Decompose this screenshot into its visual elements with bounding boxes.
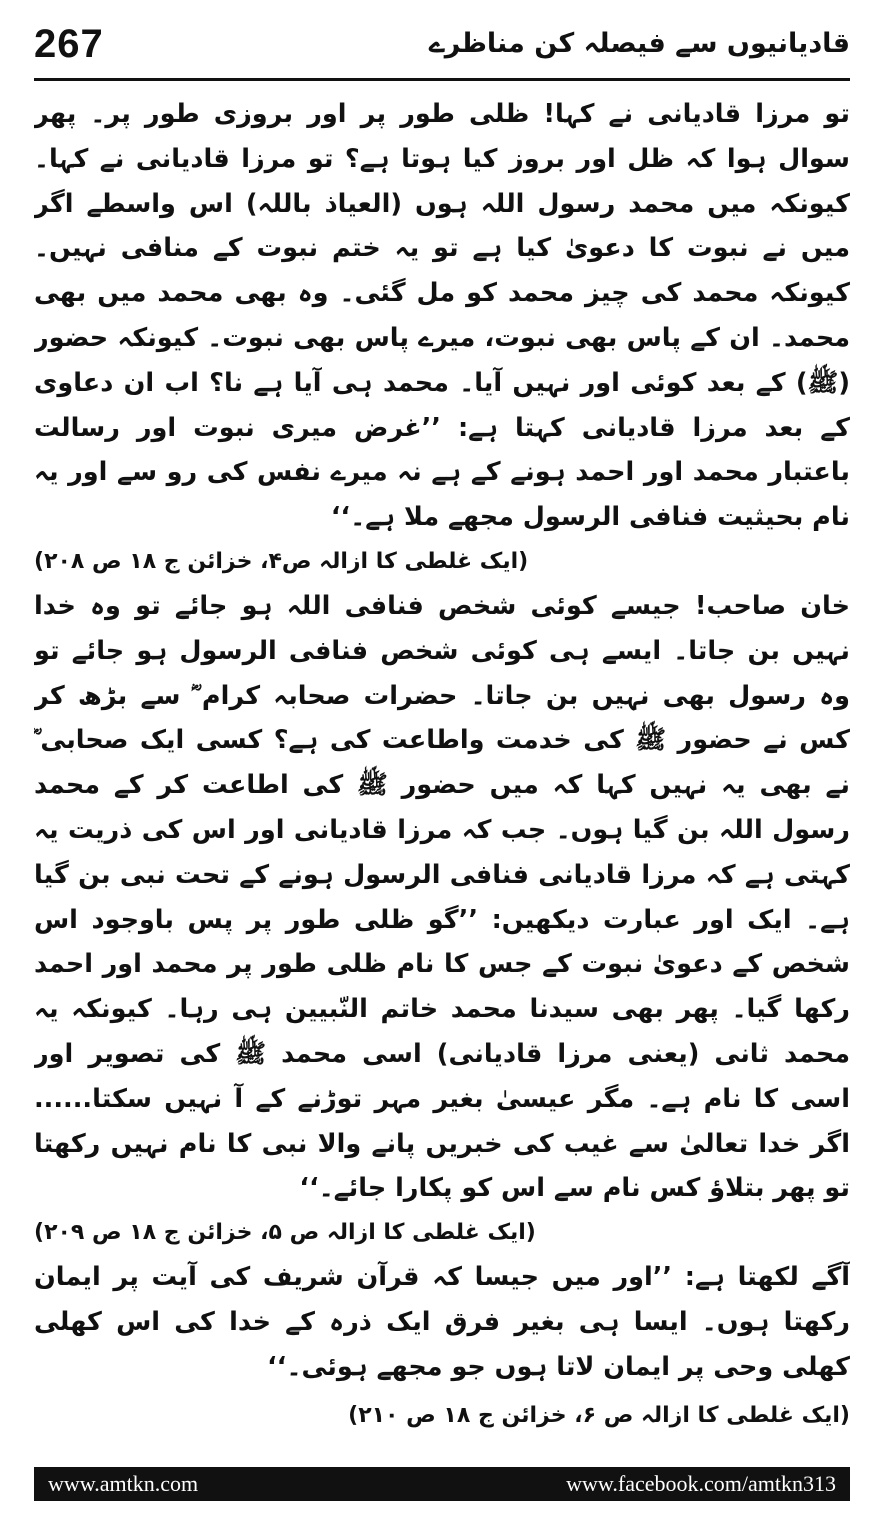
paragraph-1: تو مرزا قادیانی نے کہا! ظلی طور پر اور بروزی طور پر۔ پھر سوال ہوا کہ ظل اور بروز کیا ہوتا ہے؟ تو مرزا قادیانی نے کہا۔ کیونکہ میں محمد رسول اللہ ہوں (العیاذ باللہ) اس واسطے اگر میں نے نبوت کا دعویٰ کیا ہے تو یہ ختم نبوت کے منافی نہیں۔ کیونکہ محمد کی چیز محمد کو مل گئی۔ وہ بھی محمد میں بھی محمد۔ ان کے پاس بھی نبوت، میرے پاس بھی نبوت۔ کیونکہ حضور (ﷺ) کے بعد کوئی اور نہیں آیا۔ محمد ہی آیا ہے نا؟ اب ان دعاوی کے بعد مرزا قادیانی کہتا ہے: ’’غرض میری نبوت اور رسالت باعتبار محمد اور احمد ہونے کے ہے نہ میرے نفس کی رو سے اور یہ نام بحیثیت فنافی الرسول مجھے ملا ہے۔‘‘ [34, 99, 850, 533]
page-number: 267 [34, 22, 104, 66]
website-link[interactable]: www.amtkn.com [48, 1471, 199, 1496]
facebook-link[interactable]: www.facebook.com/amtkn313 [566, 1471, 836, 1496]
reference-3: (ایک غلطی کا ازالہ ص ۶، خزائن ج ۱۸ ص ۲۱۰) [348, 1402, 850, 1428]
reference-1: (ایک غلطی کا ازالہ ص۴، خزائن ج ۱۸ ص ۲۰۸) [34, 548, 529, 574]
page-body [34, 92, 850, 1442]
book-title: قادیانیوں سے فیصلہ کن مناظرے [428, 28, 850, 59]
header-divider [34, 78, 850, 81]
page-header [34, 18, 850, 74]
paragraph-3: آگے لکھتا ہے: ’’اور میں جیسا کہ قرآن شریف کی آیت پر ایمان رکھتا ہوں۔ ایسا ہی بغیر فرق ایک ذرہ کے خدا کی اس کھلی کھلی وحی پر ایمان لاتا ہوں جو مجھے ہوئی۔‘‘ [34, 1262, 850, 1382]
page-footer [34, 1467, 850, 1501]
paragraph-2: خان صاحب! جیسے کوئی شخص فنافی اللہ ہو جائے تو وہ خدا نہیں بن جاتا۔ ایسے ہی کوئی شخص فنافی الرسول ہو جائے تو وہ رسول بھی نہیں بن جاتا۔ حضرات صحابہ کرام ؓ سے بڑھ کر کس نے حضور ﷺ کی خدمت واطاعت کی ہے؟ کسی ایک صحابی ؓ نے بھی یہ نہیں کہا کہ میں حضور ﷺ کی اطاعت کر کے محمد رسول اللہ بن گیا ہوں۔ جب کہ مرزا قادیانی اور اس کی ذریت یہ کہتی ہے کہ مرزا قادیانی فنافی الرسول ہونے کے تحت نبی بن گیا ہے۔ ایک اور عبارت دیکھیں: ’’گو ظلی طور پر پس باوجود اس شخص کے دعویٰ نبوت کے جس کا نام ظلی طور پر محمد اور احمد رکھا گیا۔ پھر بھی سیدنا محمد خاتم النّبیین ہی رہا۔ کیونکہ یہ محمد ثانی (یعنی مرزا قادیانی) اسی محمد ﷺ کی تصویر اور اسی کا نام ہے۔ مگر عیسیٰ بغیر مہر توڑنے کے آ نہیں سکتا...... اگر خدا تعالیٰ سے غیب کی خبریں پانے والا نبی کا نام نہیں رکھتا تو پھر بتلاؤ کس نام سے اس کو پکارا جائے۔‘‘ [34, 590, 850, 1204]
reference-2: (ایک غلطی کا ازالہ ص ۵، خزائن ج ۱۸ ص ۲۰۹) [34, 1220, 536, 1246]
